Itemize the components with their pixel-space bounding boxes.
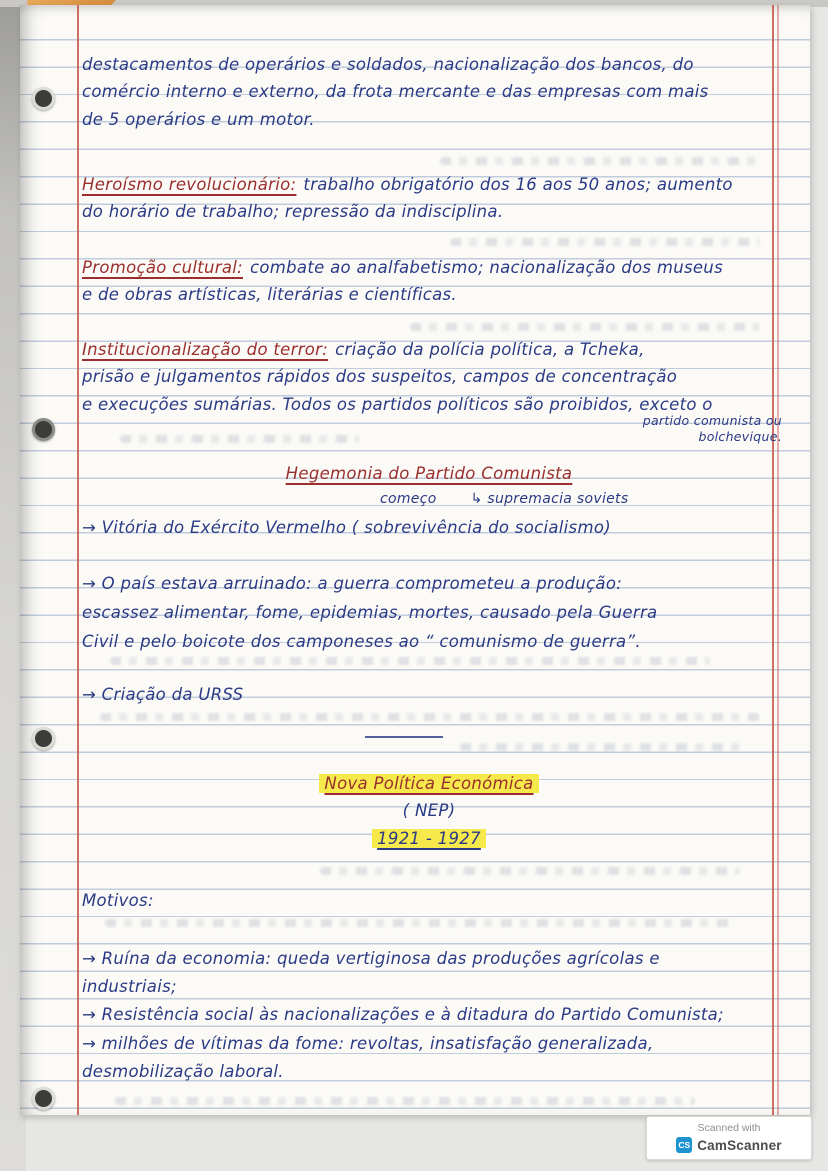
ink-bleedthrough [120,435,360,443]
hand-drawn-divider [365,736,443,738]
note-line: e de obras artísticas, literárias e científicas. [82,285,457,305]
note-text: trabalho obrigatório dos 16 aos 50 anos; aumento [303,175,733,194]
bullet-urss [82,681,776,708]
ink-bleedthrough [460,743,740,751]
ink-bleedthrough [320,867,740,875]
notebook-paper [20,5,810,1115]
ink-bleedthrough [110,657,710,665]
bullet-vitoria [82,514,776,541]
note-text: começo [380,491,437,507]
note-line: → Criação da URSS [82,685,244,704]
label-motivos [82,887,776,914]
nep-dates [82,825,776,852]
section-heading-terror: Institucionalização do terror: [82,340,329,359]
ink-bleedthrough [105,919,735,927]
note-line: de 5 operários e um motor. [82,109,315,129]
note-line: bolchevique. [698,429,782,444]
note-line: partido comunista ou [642,413,782,428]
binder-hole [32,1087,55,1110]
note-line [82,171,776,198]
note-line: comércio interno e externo, da frota mercante e das empresas com mais [82,82,709,102]
section-heading-promocao: Promoção cultural: [82,258,243,277]
nep-title [82,770,776,797]
ink-bleedthrough [450,238,760,246]
binder-hole [32,418,55,441]
ink-bleedthrough [115,1097,695,1105]
note-line [82,254,776,281]
paragraph-terror [82,336,776,418]
paragraph-pais-arruinado [82,569,776,656]
note-line: → milhões de vítimas da fome: revoltas, insatisfação generalizada, [82,1033,654,1053]
camscanner-row [653,1137,805,1153]
heading-hegemonia [82,460,776,487]
section-heading-hegemonia: Hegemonia do Partido Comunista [285,464,573,483]
nep-title-text: Nova Política Económica [319,774,538,793]
camscanner-name: CamScanner [697,1137,782,1153]
nep-dates-text: 1921 - 1927 [372,829,486,848]
note-line: escassez alimentar, fome, epidemias, mortes, causado pela Guerra [82,603,658,622]
camscanner-watermark [646,1116,812,1160]
paragraph-motivos [82,945,776,1086]
paragraph-heroismo [82,171,776,226]
note-line: → O país estava arruinado: a guerra comprometeu a produção: [82,574,623,593]
note-line: prisão e julgamentos rápidos dos suspeitos, campos de concentração [82,367,678,387]
left-margin-line [77,5,79,1115]
right-margin-line-2 [777,5,779,1115]
terror-side-note [522,413,782,445]
note-line: desmobilização laboral. [82,1061,284,1081]
note-text: ↳ supremacia soviets [470,491,629,507]
paragraph-promocao [82,254,776,309]
note-line: Civil e pelo boicote dos camponeses ao “ comunismo de guerra”. [82,632,641,651]
note-line: → Ruína da economia: queda vertiginosa das produções agrícolas e [82,949,660,968]
note-line: e execuções sumárias. Todos os partidos políticos são proibidos, exceto o [82,394,713,414]
paragraph-war-communism [82,51,776,133]
ink-bleedthrough [410,323,760,331]
hegemonia-subnote [380,486,828,513]
nep-subtitle: ( NEP) [402,801,456,821]
note-line: do horário de trabalho; repressão da indisciplina. [82,202,504,222]
note-line: industriais; [82,977,177,997]
note-line [82,336,776,363]
ink-bleedthrough [100,713,760,721]
note-text: combate ao analfabetismo; nacionalização dos museus [250,258,723,277]
note-line: Motivos: [82,891,154,910]
scanned-with-label: Scanned with [697,1122,761,1134]
binder-hole [32,727,55,750]
ink-bleedthrough [440,157,760,165]
note-line: → Vitória do Exército Vermelho ( sobrevivência do socialismo) [82,518,611,537]
note-line: → Resistência social às nacionalizações e à ditadura do Partido Comunista; [82,1005,724,1025]
note-text: criação da polícia política, a Tcheka, [335,340,645,359]
note-line: destacamentos de operários e soldados, nacionalização dos bancos, do [82,55,694,74]
section-heading-heroismo: Heroísmo revolucionário: [82,175,297,194]
binder-hole [32,87,55,110]
camscanner-logo-icon: CS [676,1137,692,1153]
heading-nep [82,770,776,852]
